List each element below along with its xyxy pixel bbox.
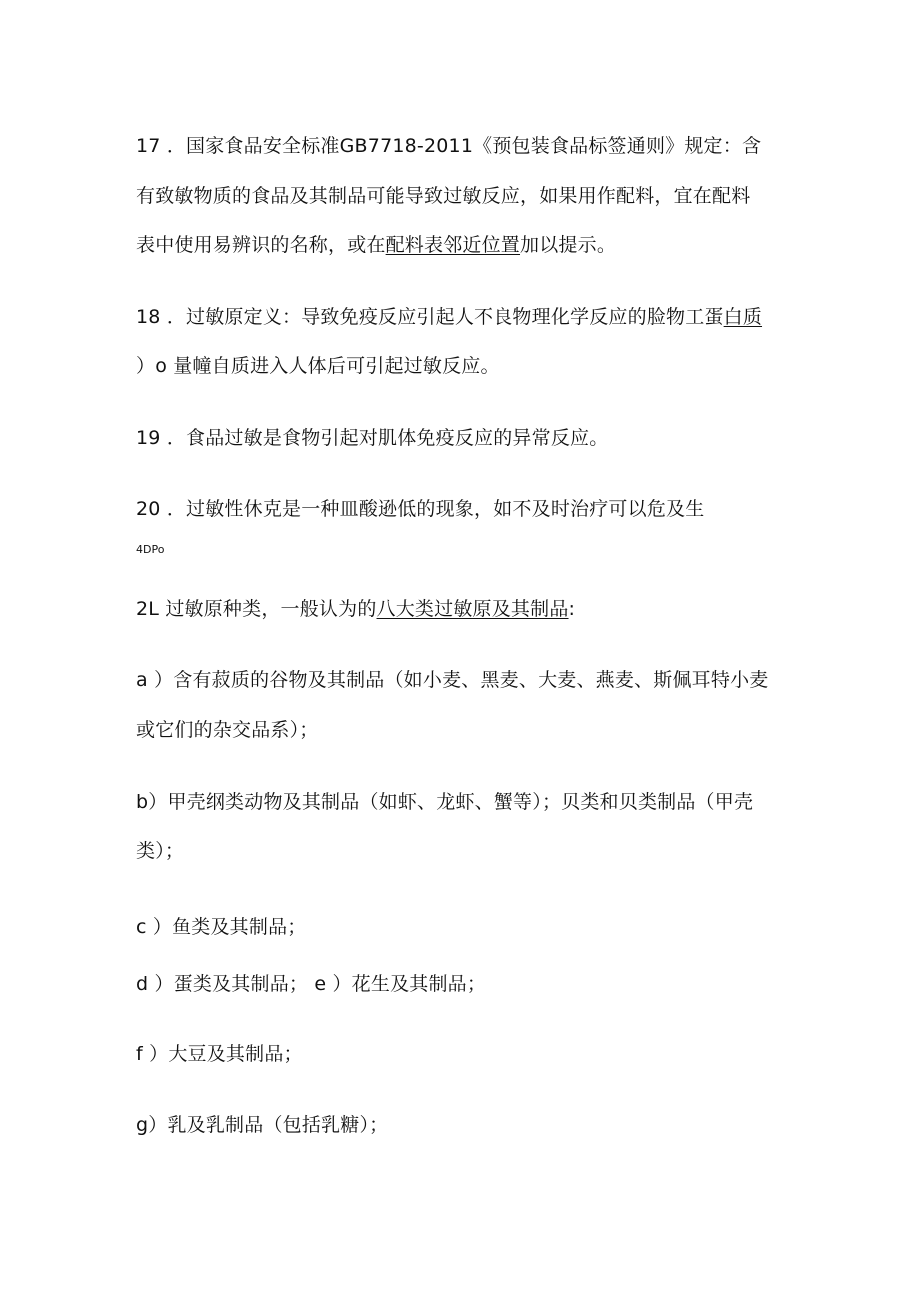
item-de-line-1 xyxy=(136,971,486,997)
item-a-text: 或它们的杂交品系）； xyxy=(136,719,319,741)
item-18-line-2 xyxy=(136,353,500,379)
item-17-line-1 xyxy=(136,133,761,159)
underlined-term: 八大类过敏原及其制品 xyxy=(376,598,569,620)
item-b-line-1 xyxy=(136,789,753,815)
item-g-line-1 xyxy=(136,1112,388,1138)
item-17-line-3 xyxy=(136,232,616,258)
item-18-text: 18 ．过敏原定义：导致免疫反应引起人不良物理化学反应的脸物工蛋 xyxy=(136,306,724,328)
item-f-text: f ）大豆及其制品； xyxy=(136,1043,303,1065)
item-b-text: 类）； xyxy=(136,840,185,862)
item-20-fragment: 4DPo xyxy=(136,543,165,556)
item-18-line-1 xyxy=(136,304,762,330)
item-b-text: b）甲壳纲类动物及其制品（如虾、龙虾、蟹等）；贝类和贝类制品（甲壳 xyxy=(136,791,754,813)
item-de-text: d ）蛋类及其制品； e ）花生及其制品； xyxy=(136,973,487,995)
item-17-text: 17 ．国家食品安全标准GB7718-2011《预包装食品标签通则》规定：含 xyxy=(136,135,762,157)
underlined-term: 白质 xyxy=(723,306,763,328)
item-20-line-1 xyxy=(136,496,704,522)
item-g-text: g）乳及乳制品（包括乳糖）； xyxy=(136,1114,389,1136)
item-21-text: : xyxy=(568,598,576,620)
item-21-line-1 xyxy=(136,596,575,622)
item-17-text: 表中使用易辨识的名称，或在 xyxy=(136,234,386,256)
item-19-line-1 xyxy=(136,425,608,451)
underlined-term: 配料表邻近位置 xyxy=(385,234,521,256)
item-a-text: a ）含有菽质的谷物及其制品（如小麦、黑麦、大麦、燕麦、斯佩耳特小麦 xyxy=(136,669,769,691)
item-c-line-1 xyxy=(136,914,307,940)
item-17-text: 加以提示。 xyxy=(520,234,617,256)
item-f-line-1 xyxy=(136,1041,303,1067)
item-a-line-2 xyxy=(136,717,319,743)
item-c-text: c ）鱼类及其制品； xyxy=(136,916,307,938)
item-17-text: 有致敏物质的食品及其制品可能导致过敏反应，如果用作配料，宜在配料 xyxy=(136,185,751,207)
item-21-text: 2L 过敏原种类，一般认为的 xyxy=(136,598,377,620)
item-b-line-2 xyxy=(136,838,184,864)
item-19-text: 19 ．食品过敏是食物引起对肌体免疫反应的异常反应。 xyxy=(136,427,609,449)
item-20-line-2 xyxy=(136,543,164,557)
item-20-text: 20 ．过敏性休克是一种皿酸逊低的现象，如不及时治疗可以危及生 xyxy=(136,498,705,520)
item-18-text: ）o 量幢自质进入人体后可引起过敏反应。 xyxy=(136,355,500,377)
item-17-line-2 xyxy=(136,183,750,209)
item-a-line-1 xyxy=(136,667,769,693)
